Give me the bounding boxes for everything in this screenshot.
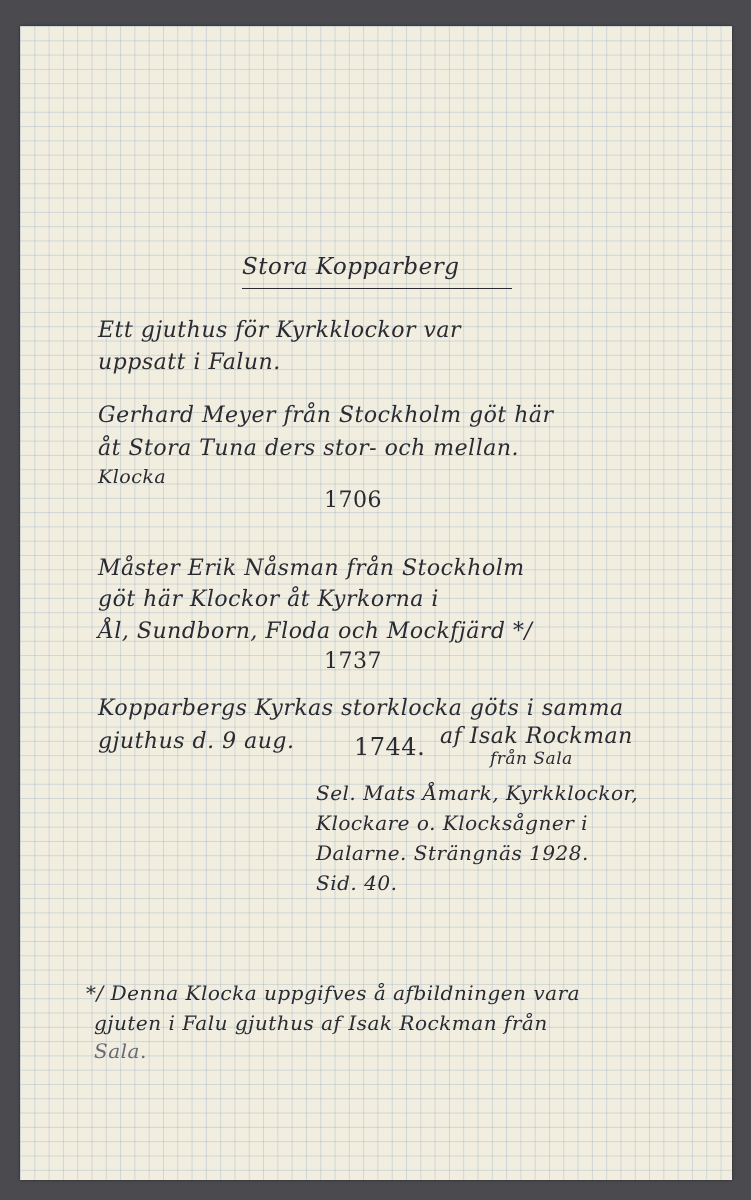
paragraph3-line3: Ål, Sundborn, Floda och Mockfjärd */ [98,619,533,644]
paragraph4-line3: från Sala [490,749,573,769]
paragraph2-line2: åt Stora Tuna ders stor- och mellan. [98,436,520,461]
paragraph1-line2: uppsatt i Falun. [98,350,281,375]
reference-line1: Sel. Mats Åmark, Kyrkklockor, [316,781,639,805]
paragraph4-line1: Kopparbergs Kyrkas storklocka göts i samma [98,696,624,721]
footnote-line1: */ Denna Klocka uppgifves å afbildningen vara [86,981,581,1005]
page-title: Stora Kopparberg [242,254,460,280]
reference-line4: Sid. 40. [316,871,398,895]
title-underline [242,288,512,289]
year-1706: 1706 [324,488,382,513]
paragraph2-line1: Gerhard Meyer från Stockholm göt här [98,403,554,428]
paragraph4-line2-end: af Isak Rockman [440,724,633,749]
reference-line3: Dalarne. Strängnäs 1928. [316,841,589,865]
paragraph2-line3: Klocka [98,466,167,488]
footnote-line2: gjuten i Falu gjuthus af Isak Rockman från [94,1011,548,1035]
document-page [20,26,732,1180]
year-1737: 1737 [324,649,382,674]
paragraph3-line1: Måster Erik Nåsman från Stockholm [98,556,525,581]
reference-line2: Klockare o. Klocksågner i [316,811,589,835]
paragraph4-line2-start: gjuthus d. 9 aug. [98,729,295,754]
year-1744: 1744. [354,733,426,761]
paragraph3-line2: göt här Klockor åt Kyrkorna i [98,587,439,612]
paragraph1-line1: Ett gjuthus för Kyrkklockor var [98,318,462,343]
footnote-line3: Sala. [94,1039,147,1063]
